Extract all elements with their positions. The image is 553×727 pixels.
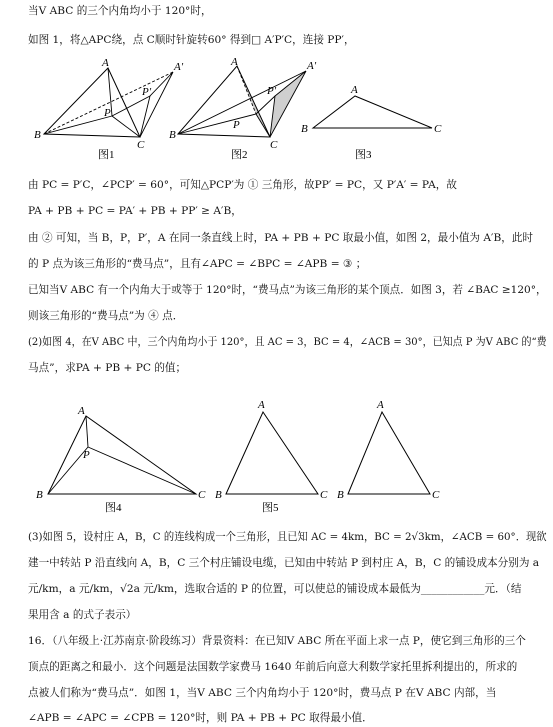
text-line-7: 已知当V ABC 有一个内角大于或等于 120°时，“费马点”为该三角形的某个顶点．如图 3，若 ∠BAC ≥120°，: [28, 284, 547, 296]
text-line-9: (2)如图 4，在V ABC 中，三个内角均小于 120°，且 AC = 3，BC = 4，∠ACB = 30°，已知点 P 为V ABC 的“费: [28, 336, 547, 348]
figure-6: [337, 399, 440, 501]
figure-5: [215, 399, 328, 514]
text-line-1: 当V ABC 的三个内角均小于 120°时，: [28, 5, 212, 17]
text-line-13: 元/km，a 元/km，√2a 元/km，选取合适的 P 的位置，可以使总的铺设成本最低为____________元．（结: [28, 583, 522, 595]
text-line-12: 建一中转站 P 沿直线向 A，B，C 三个村庄铺设电缆，已知由中转站 P 到村庄 A，B，C 的铺设成本分别为 a: [28, 557, 540, 569]
fig6-label-c: C: [432, 489, 440, 501]
fig4-label-c: C: [198, 489, 206, 501]
fig4-label-a: A: [78, 405, 85, 417]
fig2-label-p-prime: P′: [267, 85, 277, 97]
text-line-6: 的 P 点为该三角形的“费马点”，且有∠APC = ∠BPC = ∠APB = ③ ；: [28, 258, 367, 270]
text-line-5: 由 ② 可知，当 B，P，P′，A 在同一条直线上时，PA + PB + PC 取最小值，如图 2，最小值为 A′B，此时: [28, 232, 534, 244]
fig5-label-a: A: [258, 399, 265, 411]
figure-4: [36, 405, 206, 514]
fig4-label-p: P: [83, 449, 90, 461]
fig6-label-a: A: [377, 399, 384, 411]
fig3-label-c: C: [434, 123, 442, 135]
text-line-14: 果用含 a 的式子表示）: [28, 609, 137, 621]
text-line-18: ∠APB = ∠APC = ∠CPB = 120°时，则 PA + PB + PC 取得最小值．: [28, 712, 373, 724]
fig1-label-c: C: [137, 139, 145, 151]
fig2-caption: 图2: [231, 149, 248, 161]
fig1-label-b: B: [34, 129, 41, 141]
fig3-label-b: B: [301, 123, 308, 135]
text-line-15: 16．（八年级上·江苏南京·阶段练习）背景资料：在已知V ABC 所在平面上求一点 P，使它到三角形的三个: [28, 635, 526, 647]
text-line-3: 由 PC = P′C，∠PCP′ = 60°，可知△PCP′为 ① 三角形，故PP′ = PC，又 P′A′ = PA，故: [28, 179, 457, 191]
text-line-2: 如图 1，将△APC绕，点 C顺时针旋转60° 得到□ A′P′C，连接 PP′，: [28, 34, 355, 46]
fig5-label-c: C: [320, 489, 328, 501]
text-line-17: 点被人们称为“费马点”．如图 1，当V ABC 三个内角均小于 120°时，费马点 P 在V ABC 内部，当: [28, 687, 497, 699]
fig1-label-p: P: [104, 107, 111, 119]
fig2-label-p: P: [233, 119, 240, 131]
fig3-caption: 图3: [355, 149, 372, 161]
fig6-label-b: B: [337, 489, 344, 501]
fig2-label-a-prime: A′: [307, 60, 317, 72]
text-line-16: 顶点的距离之和最小．这个问题是法国数学家费马 1640 年前后向意大利数学家托里拆利提出的，所求的: [28, 661, 518, 673]
text-line-4: PA + PB + PC = PA′ + PB + PP′ ≥ A′B，: [28, 205, 242, 217]
text-line-8: 则该三角形的“费马点”为 ④ 点．: [28, 310, 184, 322]
fig1-label-a: A: [102, 58, 109, 69]
fig4-caption: 图4: [105, 502, 122, 514]
fig2-label-b: B: [169, 129, 176, 141]
text-line-10: 马点”，求PA + PB + PC 的值；: [28, 362, 187, 374]
fig4-label-b: B: [36, 489, 43, 501]
fig1-label-p-prime: P′: [142, 86, 152, 98]
figure-1: [34, 58, 184, 161]
fig1-label-a-prime: A′: [174, 61, 184, 73]
fig3-label-a: A: [351, 84, 358, 96]
fig5-caption: 图5: [262, 502, 279, 514]
text-line-11: (3)如图 5，设村庄 A，B，C 的连线构成一个三角形，且已知 AC = 4km，BC = 2√3km，∠ACB = 60°．现欲: [28, 531, 547, 543]
fig5-label-b: B: [215, 489, 222, 501]
figures-row-2: [28, 394, 458, 516]
fig1-caption: 图1: [98, 149, 115, 161]
figure-3: [301, 84, 442, 161]
fig2-label-c: C: [270, 139, 278, 151]
figures-row-1: [30, 58, 450, 168]
figure-2: [169, 58, 317, 161]
fig2-label-a: A: [231, 58, 238, 68]
